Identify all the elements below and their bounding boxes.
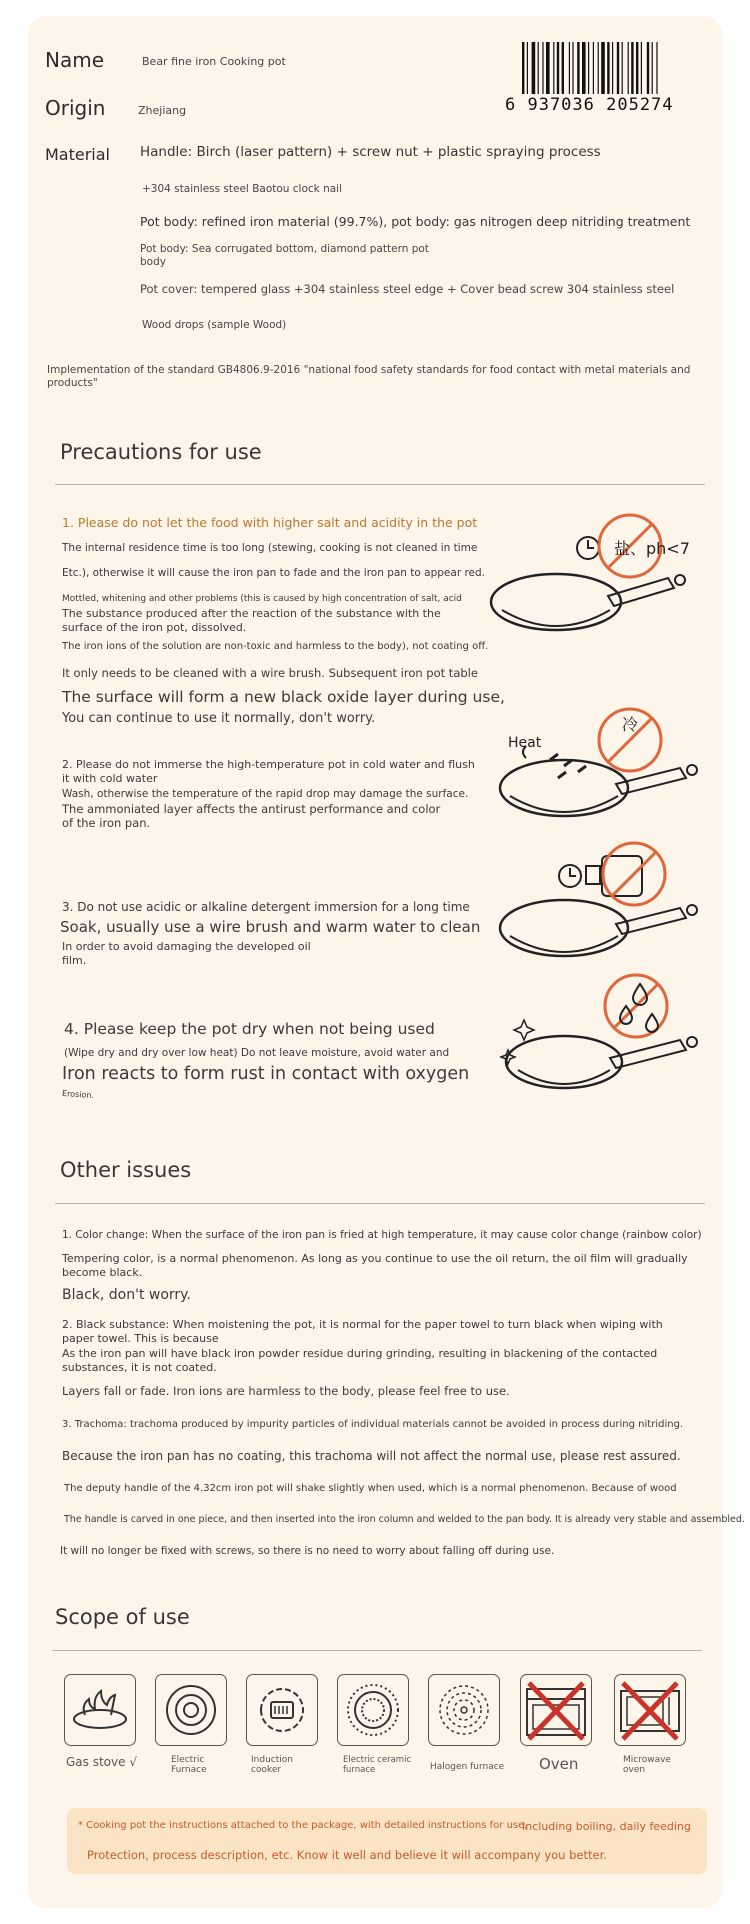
barcode-number: 6 937036 205274 [505,95,674,115]
barcode-bar [577,42,579,94]
other-issue-line: The handle is carved in one piece, and then inserted into the iron column and welded to the pan body. It is already very stable and assembled. [64,1514,745,1525]
material-label: Material [45,145,110,164]
precaution-4-line: Iron reacts to form rust in contact with oxygen [62,1064,470,1084]
barcode-bar [572,42,573,94]
scope-title: Scope of use [55,1605,190,1629]
barcode-bar [593,42,594,94]
clock-icon [577,537,599,559]
precaution-1-line: Etc.), otherwise it will cause the iron pan to fade and the iron pan to appear red. [62,567,486,579]
illustration-keep-dry [490,970,720,1110]
barcode-bar [617,42,619,94]
wok-icon [506,1036,697,1088]
other-issue-line: As the iron pan will have black iron powder residue during grinding, resulting in blackening of the contacted substances, it is not coated. [62,1347,658,1374]
precautions-title: Precautions for use [60,440,262,464]
barcode-bar [598,42,599,94]
barcode-bar [628,42,629,94]
precaution-1-line: You can continue to use it normally, don't worry. [62,711,376,726]
oven-icon [521,1675,591,1745]
precaution-1-line: The internal residence time is too long (stewing, cooking is not cleaned in time [62,542,478,554]
scope-label-halogen-furnace: Halogen furnace [430,1762,505,1772]
material-cover: Pot cover: tempered glass +304 stainless steel edge + Cover bead screw 304 stainless steel [140,282,675,296]
cold-label: 冷 [622,715,639,734]
water-spray-icon [550,754,586,778]
barcode-bar [622,42,623,94]
name-label: Name [45,48,105,72]
precaution-2-line: Wash, otherwise the temperature of the rapid drop may damage the surface. [62,788,469,800]
name-value: Bear fine iron Cooking pot [142,55,286,68]
precaution-1-line: Mottled, whitening and other problems (this is caused by high concentration of salt, acid [62,594,462,604]
other-issues-title: Other issues [60,1158,192,1182]
scope-oven [520,1674,592,1746]
barcode-bar [569,42,570,94]
barcode-bar [641,42,642,94]
precaution-1-line: It only needs to be cleaned with a wire brush. Subsequent iron pot table [62,666,478,680]
halogen-furnace-icon [429,1675,499,1745]
other-issue-line: 2. Black substance: When moistening the pot, it is normal for the paper towel to turn black when wiping with paper towel. This is because [62,1318,663,1345]
clock-icon [559,865,581,887]
other-issue-line: It will no longer be fixed with screws, so there is no need to worry about falling off during use. [60,1545,555,1557]
other-issue-line: The deputy handle of the 4.32cm iron pot will shake slightly when used, which is a normal phenomenon. Because of wood [64,1483,677,1494]
barcode-bar [647,42,649,94]
barcode-bar [553,42,554,94]
heat-wave-icon [523,746,526,758]
barcode-bar [588,42,589,94]
instructions-note [67,1808,707,1874]
scope-microwave [614,1674,686,1746]
barcode-bar [557,42,559,94]
precaution-1-heading: 1. Please do not let the food with higher salt and acidity in the pot [62,515,478,530]
heat-label: Heat [508,735,542,751]
barcode-bar [532,42,536,94]
scope-ceramic-furnace [337,1674,409,1746]
barcode-bar [582,42,586,94]
barcode-bar [652,42,653,94]
material-pot-body: Pot body: refined iron material (99.7%), pot body: gas nitrogen deep nitriding treatment [140,214,691,229]
standard-text: Implementation of the standard GB4806.9-2016 "national food safety standards for food contact with metal materials and products" [47,364,691,389]
other-issue-line: 3. Trachoma: trachoma produced by impurity particles of individual materials cannot be avoided in process during nitriding. [62,1419,684,1430]
precaution-4-line: 4. Please keep the pot dry when not being used [64,1020,435,1038]
precaution-1-line: The surface will form a new black oxide layer during use, [62,688,505,706]
barcode-bar [546,42,550,94]
note-line-2: Protection, process description, etc. Know it well and believe it will accompany you better. [87,1848,607,1862]
scope-label-microwave: Microwave oven [623,1755,671,1775]
barcode-bar [607,42,609,94]
material-wood: Wood drops (sample Wood) [142,319,287,331]
scope-label-oven: Oven [539,1755,579,1773]
wok-icon [491,574,685,630]
note-line-1b: Including boiling, daily feeding [522,1820,691,1833]
illustration-detergent [490,836,720,976]
barcode-bar [631,42,633,94]
scope-gas-stove [64,1674,136,1746]
barcode-bar [656,42,657,94]
origin-value: Zhejiang [138,104,187,117]
precaution-1-line: The iron ions of the solution are non-toxic and harmless to the body), not coating off. [62,641,489,652]
precaution-4-line: (Wipe dry and dry over low heat) Do not leave moisture, avoid water and [64,1047,450,1059]
barcode-bar [612,42,613,94]
material-handle: Handle: Birch (laser pattern) + screw nut + plastic spraying process [140,144,601,160]
scope-label-ceramic-furnace: Electric ceramic furnace [343,1755,412,1775]
other-issue-line: Layers fall or fade. Iron ions are harmless to the body, please feel free to use. [62,1384,510,1398]
scope-electric-furnace [155,1674,227,1746]
microwave-icon [615,1675,685,1745]
other-issue-line: 1. Color change: When the surface of the iron pan is fried at high temperature, it may cause color change (rainbow color) [62,1229,702,1241]
precaution-3-line: Soak, usually use a wire brush and warm water to clean [60,918,481,936]
other-issues-divider [55,1203,705,1204]
scope-label-gas-stove: Gas stove √ [66,1755,137,1769]
induction-cooker-icon [247,1675,317,1745]
wok-icon [500,760,697,816]
illustration-cold-water [490,700,720,835]
precaution-1-line: The substance produced after the reaction of the substance with the surface of the iron pot, dissolved. [62,607,441,634]
barcode-bar [542,42,543,94]
scope-halogen-furnace [428,1674,500,1746]
barcode-bar [562,42,564,94]
scope-label-electric-furnace: Electric Furnace [171,1755,207,1775]
precaution-2-line: The ammoniated layer affects the antirust performance and color of the iron pan. [62,802,441,830]
scope-divider [52,1650,702,1651]
other-issue-line: Tempering color, is a normal phenomenon. As long as you continue to use the oil return, the oil film will gradually become black. [62,1252,688,1279]
gas-stove-icon [65,1675,135,1745]
other-issue-line: Black, don't worry. [62,1287,191,1303]
note-line-1a: * Cooking pot the instructions attached to the package, with detailed instructions for use, [78,1820,528,1831]
material-nail: +304 stainless steel Baotou clock nail [142,183,343,195]
scope-label-induction-cooker: Induction cooker [251,1755,293,1775]
other-issue-line: Because the iron pan has no coating, this trachoma will not affect the normal use, please rest assured. [62,1449,681,1463]
precaution-3-line: 3. Do not use acidic or alkaline detergent immersion for a long time [62,900,470,914]
barcode-bar [522,42,524,94]
barcode-bar [601,42,605,94]
salt-ph-label: 盐、ph<7 [614,539,690,558]
barcode-bar [538,42,539,94]
precaution-2-line: 2. Please do not immerse the high-temperature pot in cold water and flush it with cold water [62,758,475,785]
barcode-bar [527,42,528,94]
precaution-4-line: Erosion. [61,1088,95,1101]
barcode-bar [636,42,638,94]
electric-furnace-icon [156,1675,226,1745]
precaution-3-line: In order to avoid damaging the developed oil film. [62,940,311,967]
scope-induction-cooker [246,1674,318,1746]
wok-icon [500,900,697,956]
precautions-divider [55,484,705,485]
material-bottom: Pot body: Sea corrugated bottom, diamond pattern pot body [140,243,429,268]
illustration-salt-acid [486,506,706,646]
ceramic-furnace-icon [338,1675,408,1745]
origin-label: Origin [45,96,106,120]
